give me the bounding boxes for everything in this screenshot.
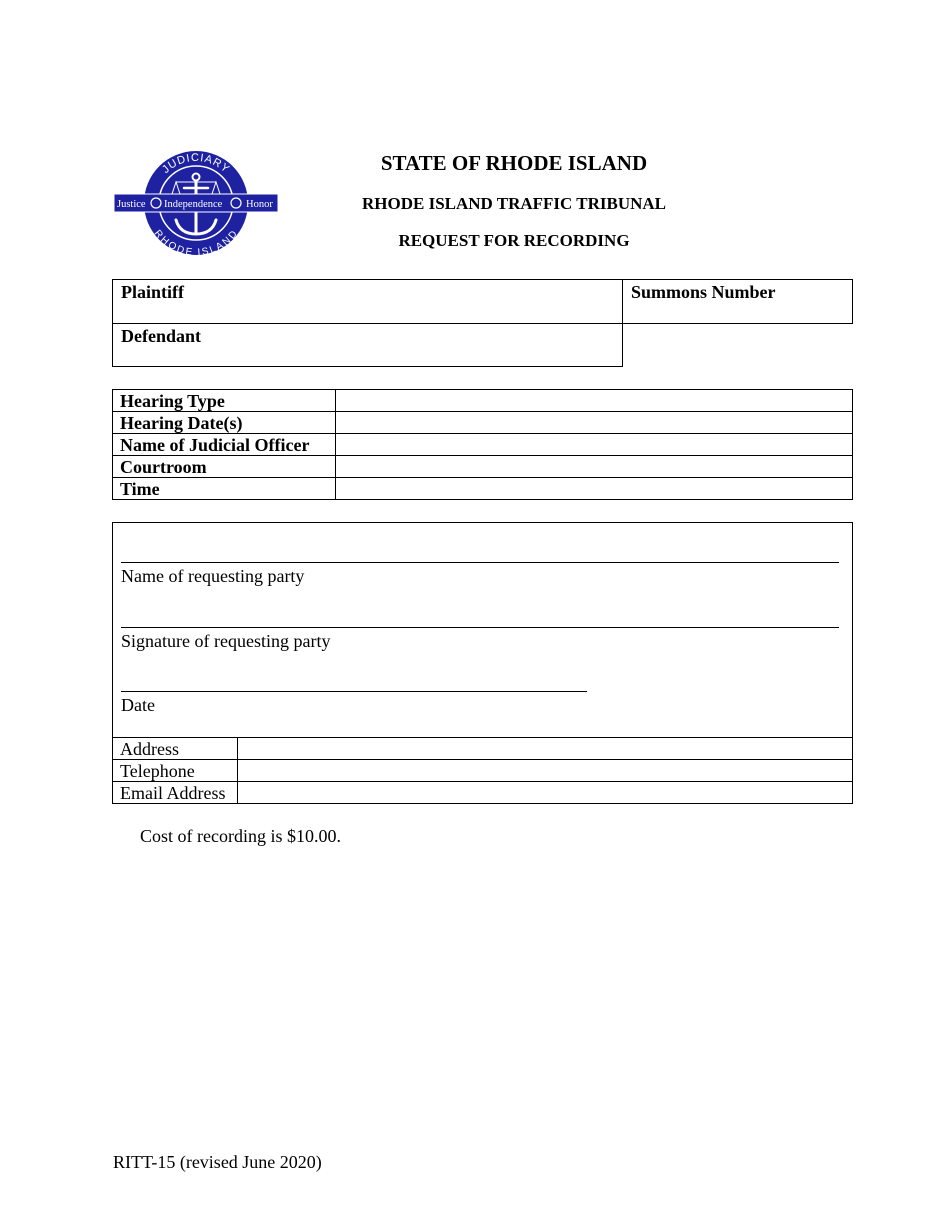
name-signature-line[interactable] bbox=[121, 562, 839, 563]
requesting-party-section bbox=[112, 522, 853, 804]
hearing-dates-field[interactable] bbox=[336, 412, 853, 434]
hearing-details-table bbox=[112, 389, 853, 500]
judiciary-seal-logo bbox=[114, 150, 278, 256]
plaintiff-label: Plaintiff bbox=[121, 282, 184, 302]
courtroom-field[interactable] bbox=[336, 456, 853, 478]
form-footer: RITT-15 (revised June 2020) bbox=[113, 1152, 322, 1172]
plaintiff-field[interactable] bbox=[112, 279, 623, 324]
defendant-label: Defendant bbox=[121, 326, 201, 346]
table-row bbox=[113, 434, 853, 456]
hearing-type-field[interactable] bbox=[336, 390, 853, 412]
telephone-field[interactable] bbox=[238, 760, 853, 782]
summons-number-label: Summons Number bbox=[631, 282, 776, 302]
time-field[interactable] bbox=[336, 478, 853, 500]
signature-line[interactable] bbox=[121, 627, 839, 628]
hearing-dates-label: Hearing Date(s) bbox=[113, 412, 336, 434]
email-label: Email Address bbox=[113, 782, 238, 804]
table-row bbox=[113, 760, 853, 782]
seal-justice-text: Justice bbox=[117, 199, 146, 210]
time-label: Time bbox=[113, 478, 336, 500]
address-field[interactable] bbox=[238, 738, 853, 760]
table-row bbox=[113, 456, 853, 478]
state-title: STATE OF RHODE ISLAND bbox=[380, 151, 648, 175]
table-row bbox=[113, 390, 853, 412]
form-title: REQUEST FOR RECORDING bbox=[398, 231, 630, 250]
seal-honor-text: Honor bbox=[246, 199, 273, 210]
cost-note: Cost of recording is $10.00. bbox=[140, 826, 341, 846]
email-field[interactable] bbox=[238, 782, 853, 804]
svg-text:JUDICIARY: JUDICIARY bbox=[159, 151, 232, 176]
date-caption: Date bbox=[121, 695, 155, 715]
courtroom-label: Courtroom bbox=[113, 456, 336, 478]
table-row bbox=[113, 782, 853, 804]
table-row bbox=[113, 738, 853, 760]
svg-text:RHODE ISLAND: RHODE ISLAND bbox=[151, 228, 241, 256]
table-row bbox=[113, 412, 853, 434]
telephone-label: Telephone bbox=[113, 760, 238, 782]
signature-caption: Signature of requesting party bbox=[121, 631, 331, 651]
judicial-officer-field[interactable] bbox=[336, 434, 853, 456]
tribunal-title: RHODE ISLAND TRAFFIC TRIBUNAL bbox=[361, 194, 666, 213]
address-label: Address bbox=[113, 738, 238, 760]
name-caption: Name of requesting party bbox=[121, 566, 305, 586]
date-line[interactable] bbox=[121, 691, 587, 692]
summons-number-field[interactable] bbox=[622, 279, 853, 324]
defendant-field[interactable] bbox=[112, 323, 623, 367]
contact-table bbox=[112, 737, 853, 804]
hearing-type-label: Hearing Type bbox=[113, 390, 336, 412]
judicial-officer-label: Name of Judicial Officer bbox=[113, 434, 336, 456]
seal-independence-text: Independence bbox=[164, 199, 223, 210]
table-row bbox=[113, 478, 853, 500]
